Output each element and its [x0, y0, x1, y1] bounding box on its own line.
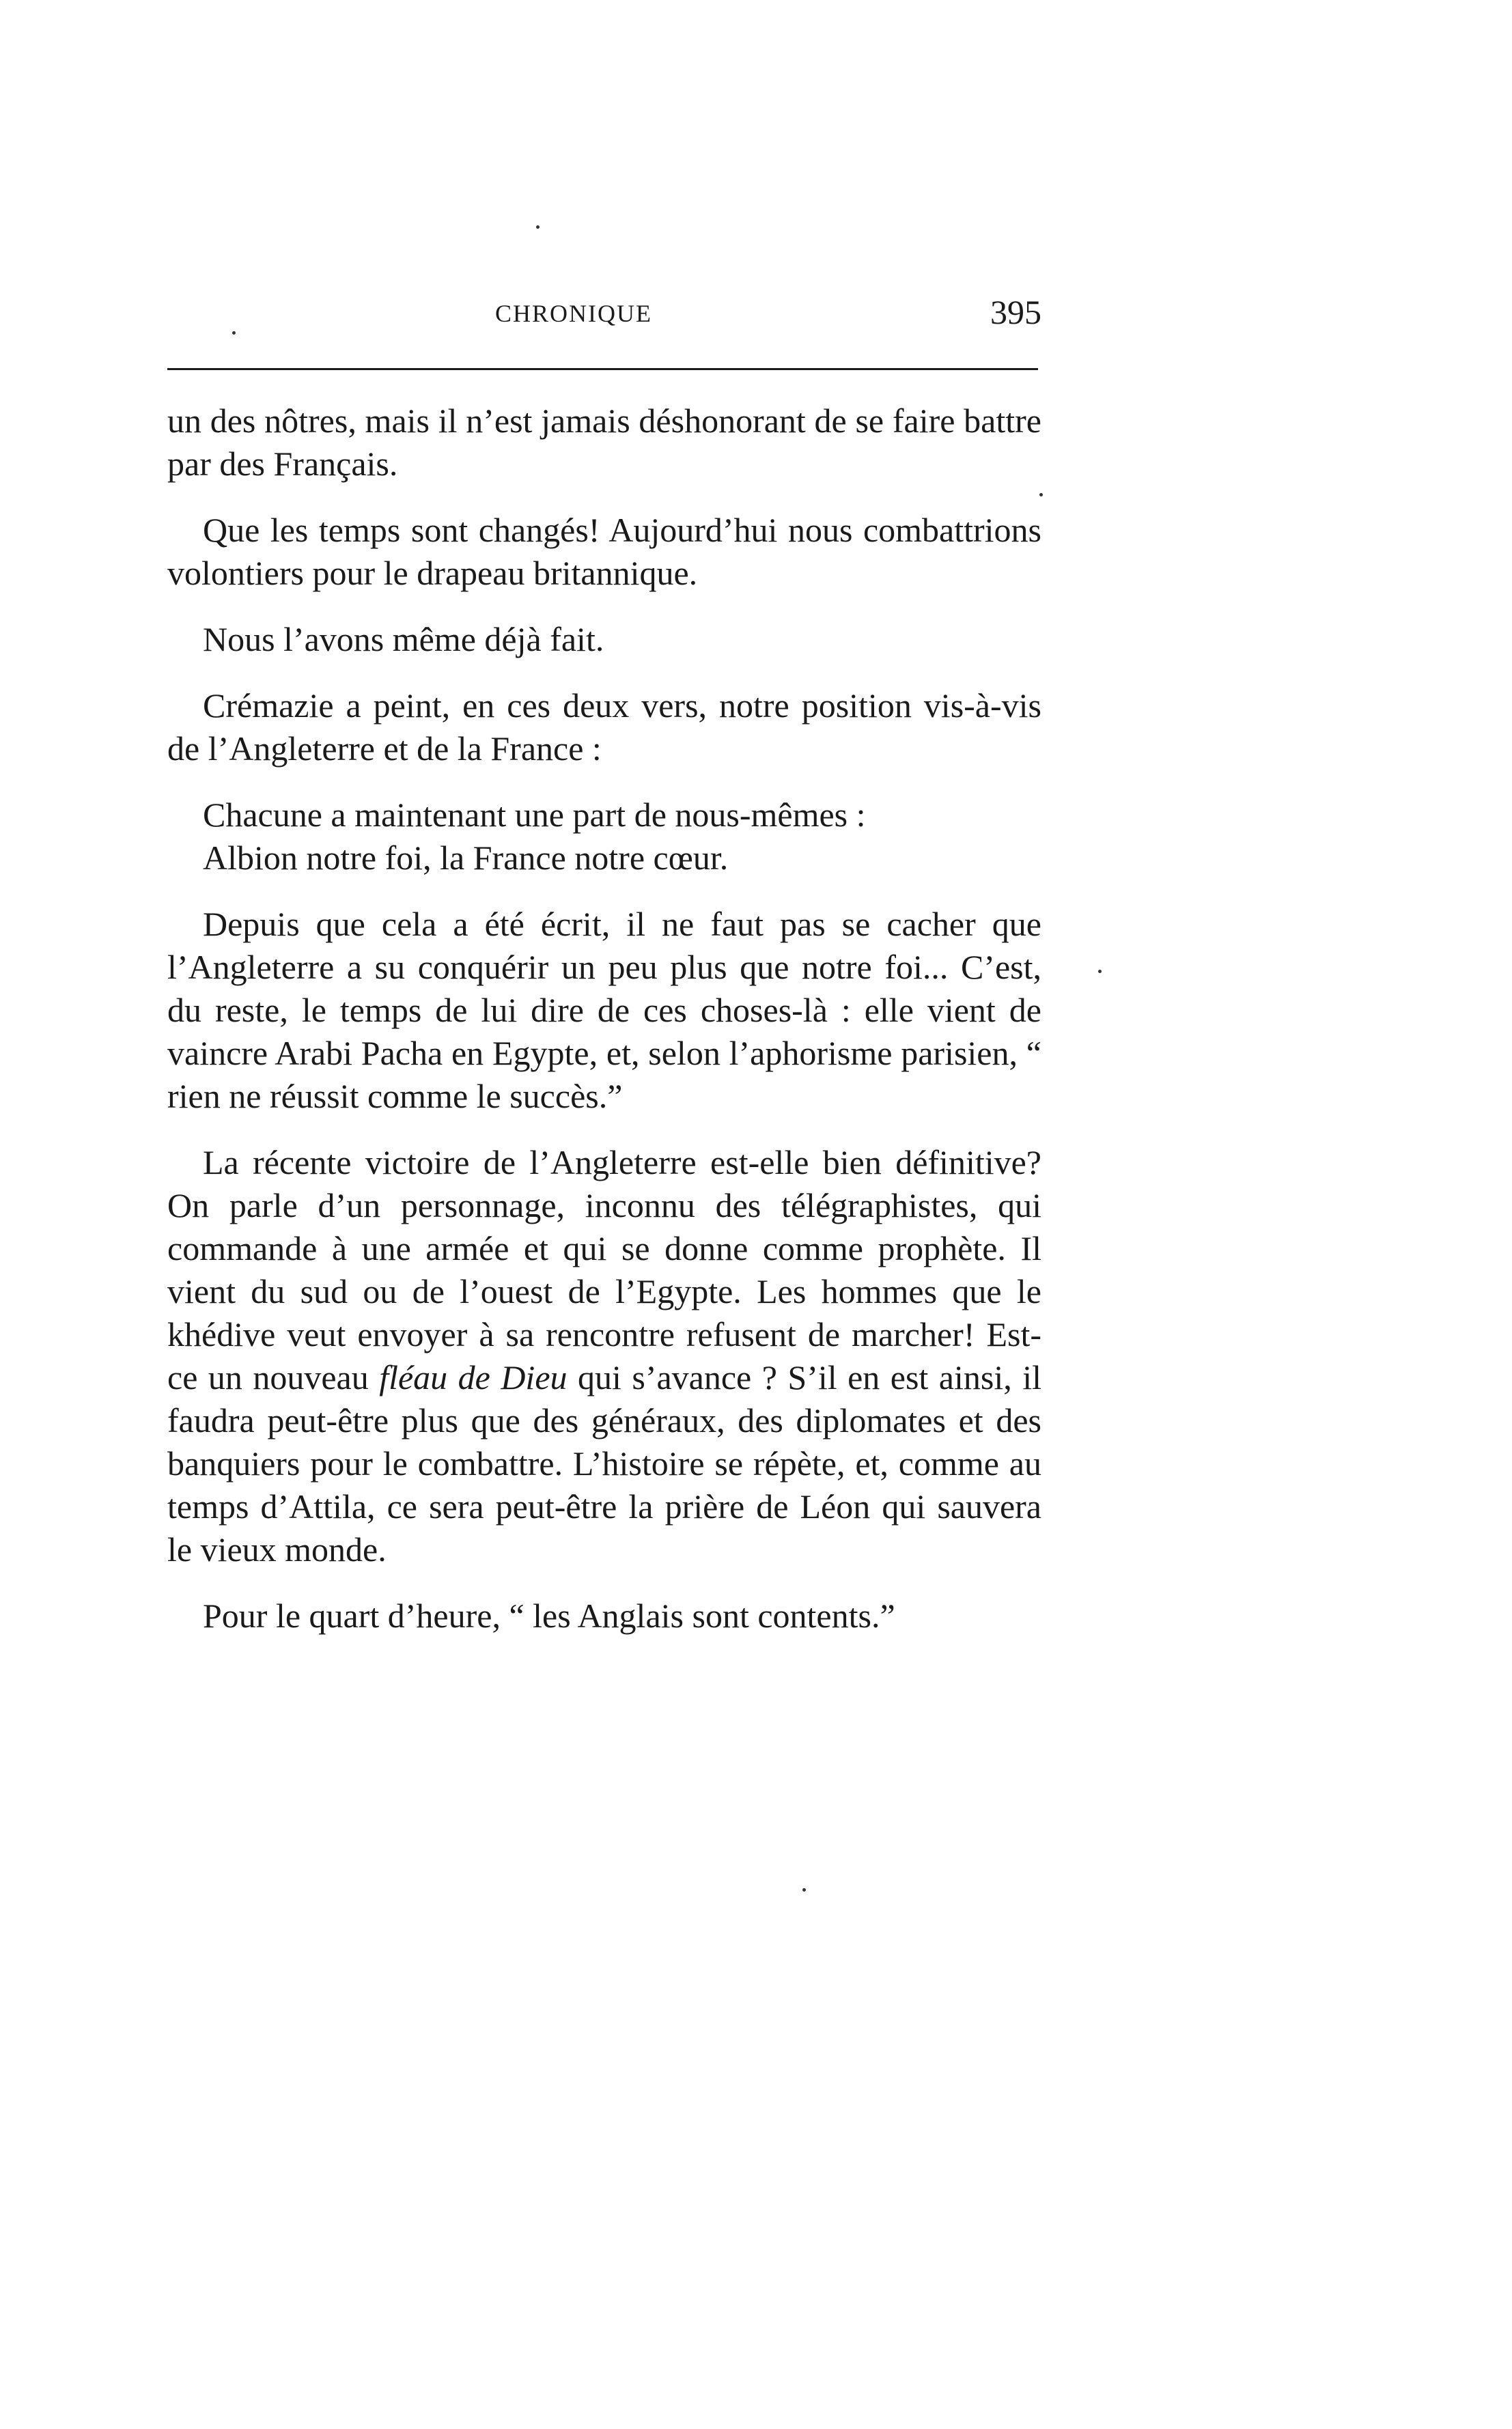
print-speck — [232, 331, 236, 335]
running-head — [167, 292, 1041, 333]
paragraph-6-text-a: La récente victoire de l’Angleterre est-elle bien définitive? On parle d’un personnage, inconnu des télégraphistes, qui commande à une armée et qui se donne comme prophète. Il vient du sud ou de l’ouest de l’Egypte. Les hommes que le khédive veut envoyer à sa rencontre refusent de marcher! Est-ce un nouveau — [167, 1143, 1041, 1396]
print-speck — [802, 1888, 806, 1892]
body-text — [167, 399, 1041, 1661]
paragraph-3: Nous l’avons même déjà fait. — [203, 620, 604, 658]
paragraph-1: un des nôtres, mais il n’est jamais déshonorant de se faire battre par des Français. — [167, 402, 1041, 483]
print-speck — [536, 225, 540, 229]
print-speck — [1039, 493, 1043, 496]
print-speck — [1098, 970, 1102, 973]
paragraph-6-italic: fléau de Dieu — [379, 1358, 568, 1396]
header-rule — [167, 368, 1038, 370]
running-title: CHRONIQUE — [495, 300, 652, 327]
paragraph-7: Pour le quart d’heure, “ les Anglais sont contents.” — [203, 1597, 895, 1635]
verse-quote — [203, 794, 1041, 880]
verse-line-1: Chacune a maintenant une part de nous-mêmes : — [203, 796, 866, 834]
page-number: 395 — [990, 293, 1041, 331]
paragraph-6-text-b: qui s’avance ? S’il en est ainsi, il faudra peut-être plus que des généraux, des diplomates et des banquiers pour le combattre. L’histoire se répète, et, comme au temps d’Attila, ce sera peut-être la prière de Léon qui sauvera le vieux monde. — [167, 1358, 1041, 1569]
paragraph-2: Que les temps sont changés! Aujourd’hui nous combattrions volontiers pour le drapeau britannique. — [167, 511, 1041, 592]
verse-line-2: Albion notre foi, la France notre cœur. — [203, 839, 729, 877]
paragraph-5: Depuis que cela a été écrit, il ne faut pas se cacher que l’Angleterre a su conquérir un peu plus que notre foi... C’est, du reste, le temps de lui dire de ces choses-là : elle vient de vaincre Arabi Pacha en Egypte, et, selon l’aphorisme parisien, “ rien ne réussit comme le succès.” — [167, 905, 1041, 1115]
paragraph-6 — [167, 1141, 1041, 1571]
paragraph-4: Crémazie a peint, en ces deux vers, notre position vis-à-vis de l’Angleterre et de la France : — [167, 686, 1041, 768]
